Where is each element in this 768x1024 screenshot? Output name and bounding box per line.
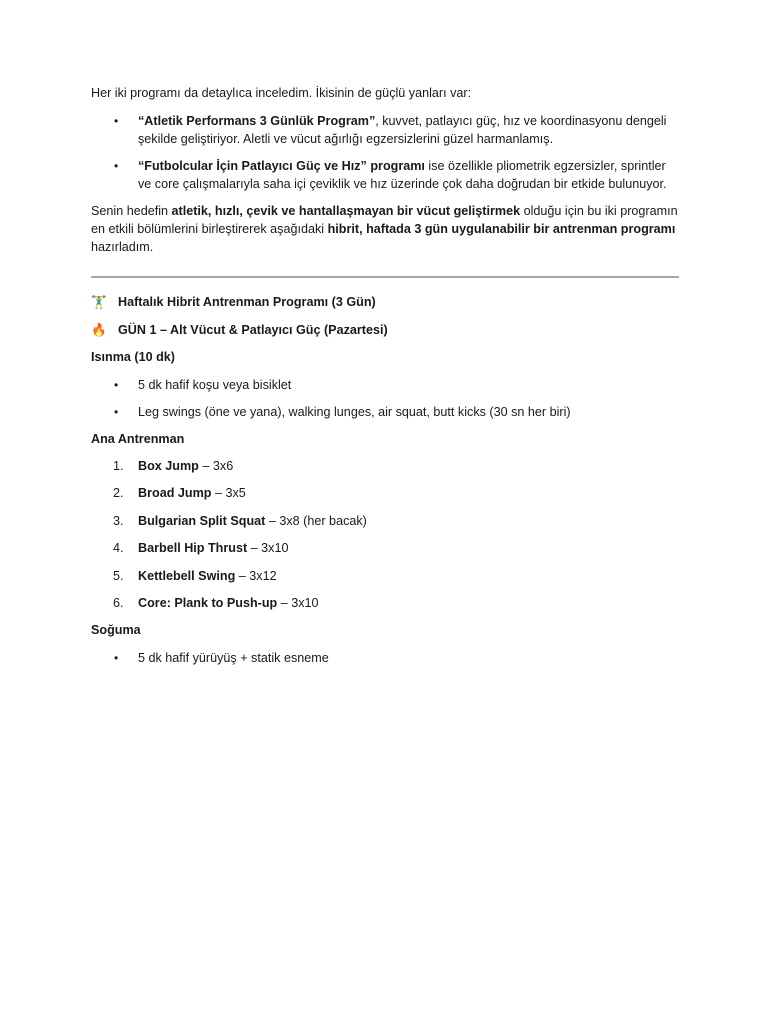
program-title: “Atletik Performans 3 Günlük Program” [138, 114, 376, 128]
program-description: ise özellikle pliometrik egzersizler, sprintler ve core çalışmalarıyla saha içi çeviklik ve hız üzerinde çok daha doğrudan bir etkide bulunuyor. [138, 159, 667, 191]
list-item [91, 457, 679, 475]
exercise-sets: – 3x10 [277, 595, 319, 610]
list-item [91, 567, 679, 585]
list-item [91, 376, 679, 394]
exercise-sets: – 3x12 [235, 568, 277, 583]
item-number: 4. [113, 541, 124, 556]
exercise-name: Bulgarian Split Squat [138, 513, 266, 528]
item-number: 2. [113, 486, 124, 501]
item-number: 3. [113, 513, 124, 528]
main-workout-list [91, 457, 679, 612]
horizontal-divider [91, 276, 679, 278]
bullet-icon: • [114, 377, 119, 392]
list-item [91, 539, 679, 557]
cooldown-list [91, 649, 679, 667]
bullet-icon: • [114, 650, 119, 665]
warmup-item-text: Leg swings (öne ve yana), walking lunges, air squat, butt kicks (30 sn her biri) [138, 404, 571, 419]
bullet-icon: • [114, 404, 119, 419]
item-number: 5. [113, 568, 124, 583]
fire-icon: 🔥 [91, 322, 106, 337]
goal-highlight: atletik, hızlı, çevik ve hantallaşmayan bir vücut geliştirmek [171, 204, 521, 218]
goal-text: olduğu için bu iki programın en etkili bölümlerini birleştirerek aşağıdaki [91, 204, 678, 236]
goal-paragraph [91, 202, 679, 256]
cooldown-label: Soğuma [91, 623, 141, 638]
list-item [91, 157, 679, 193]
warmup-item-text: 5 dk hafif koşu veya bisiklet [138, 377, 292, 392]
list-item [91, 594, 679, 612]
weightlifter-icon: 🏋️‍♂️ [91, 295, 106, 309]
warmup-label: Isınma (10 dk) [91, 350, 175, 364]
exercise-sets: – 3x5 [211, 486, 246, 501]
list-item [91, 112, 679, 148]
cooldown-item-text: 5 dk hafif yürüyüş + statik esneme [138, 650, 329, 665]
exercise-sets: – 3x6 [198, 459, 234, 473]
list-item [91, 484, 679, 502]
exercise-name: Kettlebell Swing [138, 568, 236, 583]
exercise-name: Barbell Hip Thrust [138, 541, 248, 556]
program-title-text: Haftalık Hibrit Antrenman Programı (3 Gün) [118, 295, 376, 309]
list-item [91, 403, 679, 421]
program-description: , kuvvet, patlayıcı güç, hız ve koordinasyonu dengeli şekilde geliştiriyor. Aletli ve vücut ağırlığı egzersizlerini güzel harmanlamış. [138, 114, 667, 146]
exercise-name: Broad Jump [138, 486, 212, 501]
bullet-icon: • [114, 114, 119, 128]
exercise-sets: – 3x8 (her bacak) [265, 513, 367, 528]
list-item [91, 512, 679, 530]
day-heading [91, 321, 679, 339]
warmup-list [91, 376, 679, 421]
day-title-text: GÜN 1 – Alt Vücut & Patlayıcı Güç (Pazartesi) [118, 322, 388, 337]
program-title: “Futbolcular İçin Patlayıcı Güç ve Hız” programı [138, 159, 425, 173]
main-workout-label: Ana Antrenman [91, 431, 185, 446]
exercise-sets: – 3x10 [247, 541, 289, 556]
list-item [91, 649, 679, 667]
item-number: 6. [113, 595, 124, 610]
program-comparison-list [91, 112, 679, 193]
document-page [91, 84, 679, 676]
exercise-name: Core: Plank to Push-up [138, 595, 278, 610]
goal-text: Senin hedefin [91, 204, 172, 218]
item-number: 1. [113, 459, 124, 473]
bullet-icon: • [114, 159, 119, 173]
exercise-name: Box Jump [138, 459, 199, 473]
program-highlight: hibrit, haftada 3 gün uygulanabilir bir antrenman programı [327, 222, 676, 236]
program-title-heading [91, 293, 679, 311]
goal-text: hazırladım. [91, 240, 154, 254]
intro-paragraph: Her iki programı da detaylıca inceledim. İkisinin de güçlü yanları var: [91, 86, 472, 100]
